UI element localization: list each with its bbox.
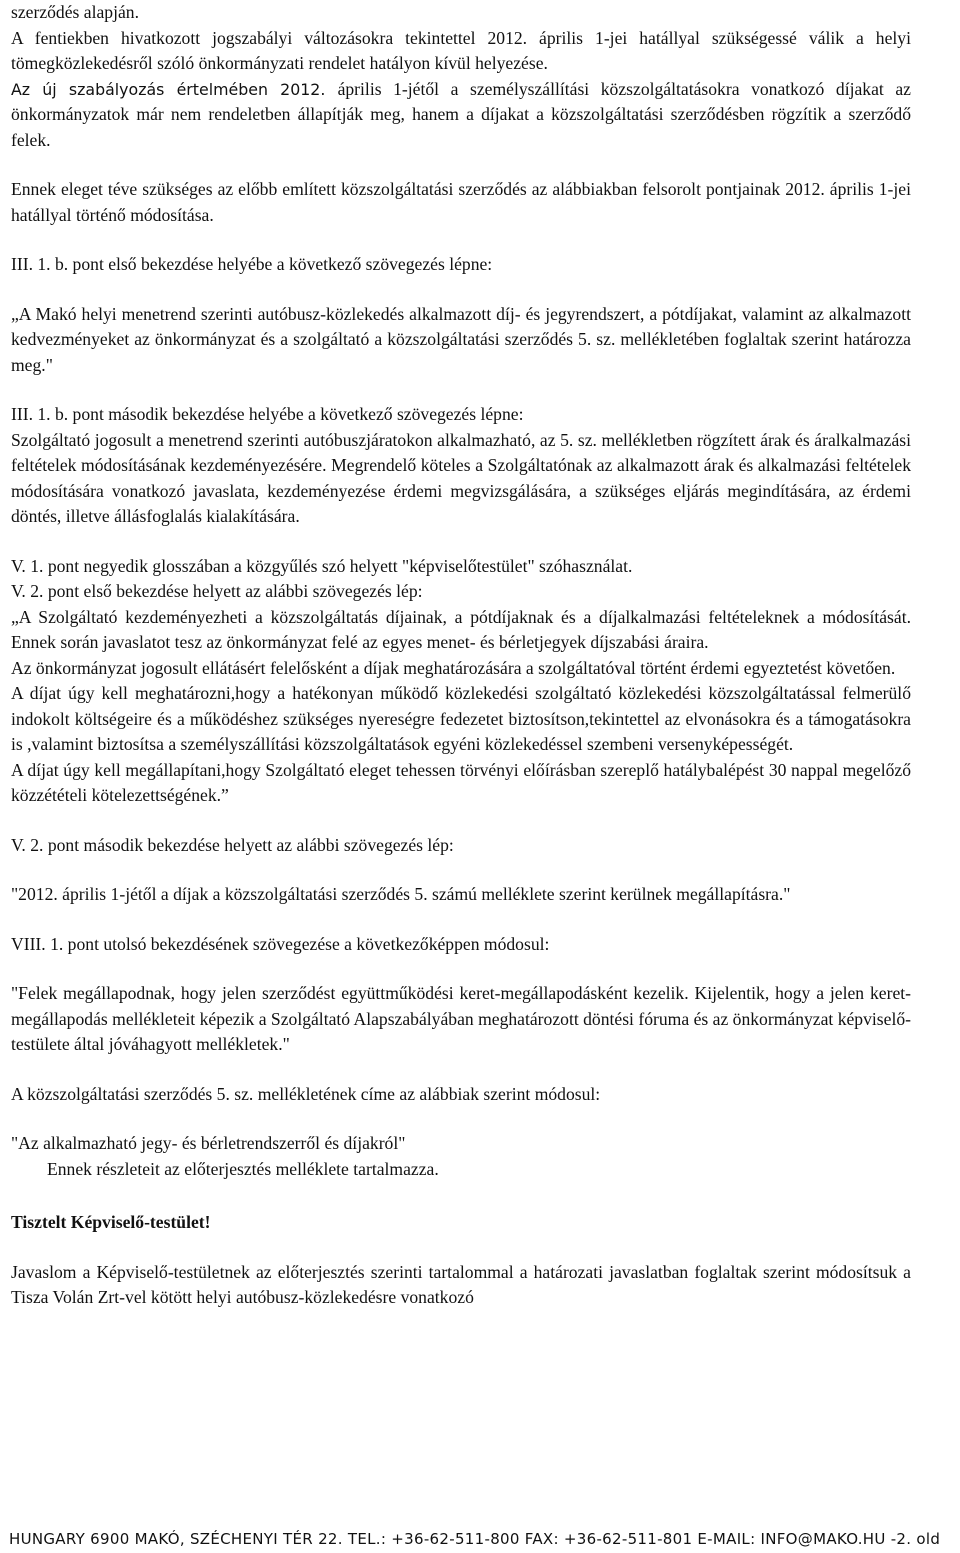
paragraph-amendment-need: Ennek eleget téve szükséges az előbb említett közszolgáltatási szerződés az alábbiakban felsorolt pontjainak 2012. április 1-jei hatállyal történő módosítása. <box>11 179 911 225</box>
section-heading-viii-1: VIII. 1. pont utolsó bekezdésének szövegezése a következőképpen módosul: <box>11 933 550 954</box>
paragraph-proposal: Javaslom a Képviselő-testületnek az előterjesztés szerinti tartalommal a határozati javaslatban foglaltak szerint módosítsuk a Tisza Volán Zrt-vel kötött helyi autóbusz-közlekedésre vonatkozó <box>11 1261 911 1307</box>
quote-annex-title: "Az alkalmazható jegy- és bérletrendszerről és díjakról" <box>11 1133 406 1153</box>
paragraph-municipality-rights: Az önkormányzat jogosult ellátásért felelősként a díjak meghatározására a szolgáltatóval történt érdemi egyeztetést követően. <box>11 657 896 678</box>
quote-framework-agreement: "Felek megállapodnak, hogy jelen szerződést együttműködési keret-megállapodásként kezelik. Kijelentik, hogy a jelen keret-megállapodás mellékleteit képezik a Szolgáltató Alapszabályában meghatározott döntési fóruma és az önkormányzat képviselő-testülete által jóváhagyott mellékletek." <box>11 983 911 1054</box>
paragraph-fare-determination: A díjat úgy kell meghatározni,hogy a hatékonyan működő közlekedési szolgáltató közlekedési közszolgáltatással felmerülő indokolt költségeire és a működéshez szükséges nyereségre fedezetet biztosítson,tekintettel az elvonásokra és a támogatásokra is ,valamint biztosítsa a személyszállítási közszolgáltatások egyéni közlekedéssel szembeni versenyképességét. <box>11 683 911 754</box>
section-heading-iii-1-b-first: III. 1. b. pont első bekezdése helyébe a következő szövegezés lépne: <box>11 254 493 274</box>
page-footer: HUNGARY 6900 MAKÓ, SZÉCHENYI TÉR 22. TEL.: +36-62-511-800 FAX: +36-62-511-801 E-MAIL: INFO@MAKO.HU -2. old <box>9 1530 941 1548</box>
document-body <box>11 0 911 1311</box>
section-heading-v-2-second: V. 2. pont második bekezdése helyett az alábbi szövegezés lép: <box>11 834 454 855</box>
paragraph-publication-duty: A díjat úgy kell megállapítani,hogy Szolgáltató eleget tehessen törvényi előírásban szereplő hatálybalépést 30 nappal megelőző közzétételi kötelezettségének.” <box>11 759 911 805</box>
paragraph-annex-details: Ennek részleteit az előterjesztés melléklete tartalmazza. <box>47 1158 439 1179</box>
paragraph-provider-rights: Szolgáltató jogosult a menetrend szerinti autóbuszjáratokon alkalmazható, az 5. sz. mellékletben rögzített árak és áralkalmazási feltételek módosításának kezdeményezésére. Megrendelő köteles a Szolgáltatónak az alkalmazott árak és alkalmazási feltételek módosítására vonatkozó javaslata, kezdeményezése érdemi megvizsgálására, a szükséges eljárás megindítására, az érdemi döntés, illetve állásfoglalás kialakítására. <box>11 429 911 526</box>
quote-fare-annex: "2012. április 1-jétől a díjak a közszolgáltatási szerződés 5. számú melléklete szerint kerülnek megállapításra." <box>11 884 791 904</box>
quote-fare-system: „A Makó helyi menetrend szerinti autóbusz-közlekedés alkalmazott díj- és jegyrendszert, a pótdíjakat, valamint az alkalmazott kedvezményeket az önkormányzat és a szolgáltató a közszolgáltatási szerződés 5. sz. mellékletében foglaltak szerint határozza meg." <box>11 303 911 375</box>
paragraph-annex-title-change: A közszolgáltatási szerződés 5. sz. mellékletének címe az alábbiak szerint módosul: <box>11 1083 601 1104</box>
section-heading-iii-1-b-second: III. 1. b. pont második bekezdése helyébe a következő szövegezés lépne: <box>11 404 524 424</box>
salutation-heading: Tisztelt Képviselő-testület! <box>11 1212 211 1232</box>
paragraph-new-regulation-rest: április 1-jétől a személyszállítási közszolgáltatásokra vonatkozó díjakat az önkormányzatok már nem rendeletben állapítják meg, hanem a díjakat a közszolgáltatási szerződésben rögzítik a szerződő felek. <box>11 78 911 150</box>
paragraph-new-regulation-lead: Az új szabályozás értelmében 2012. <box>11 79 338 99</box>
section-heading-v-1: V. 1. pont negyedik glosszában a közgyűlés szó helyett "képviselőtestület" szóhasználat. <box>11 555 633 576</box>
quote-provider-initiative: „A Szolgáltató kezdeményezheti a közszolgáltatás díjainak, a pótdíjaknak és a díjalkalmazási feltételeknek a módosítását. Ennek során javaslatot tesz az önkormányzat felé az egyes menet- és bérletjegyek díjszabási áraira. <box>11 606 911 652</box>
section-heading-v-2-first: V. 2. pont első bekezdése helyett az alábbi szövegezés lép: <box>11 581 423 601</box>
paragraph-new-regulation <box>11 77 911 154</box>
paragraph-intro-end: szerződés alapján. <box>11 2 139 22</box>
paragraph-legal-change: A fentiekben hivatkozott jogszabályi változásokra tekintettel 2012. április 1-jei hatállyal szükségessé válik a helyi tömegközlekedésről szóló önkormányzati rendelet hatályon kívül helyezése. <box>11 27 911 73</box>
